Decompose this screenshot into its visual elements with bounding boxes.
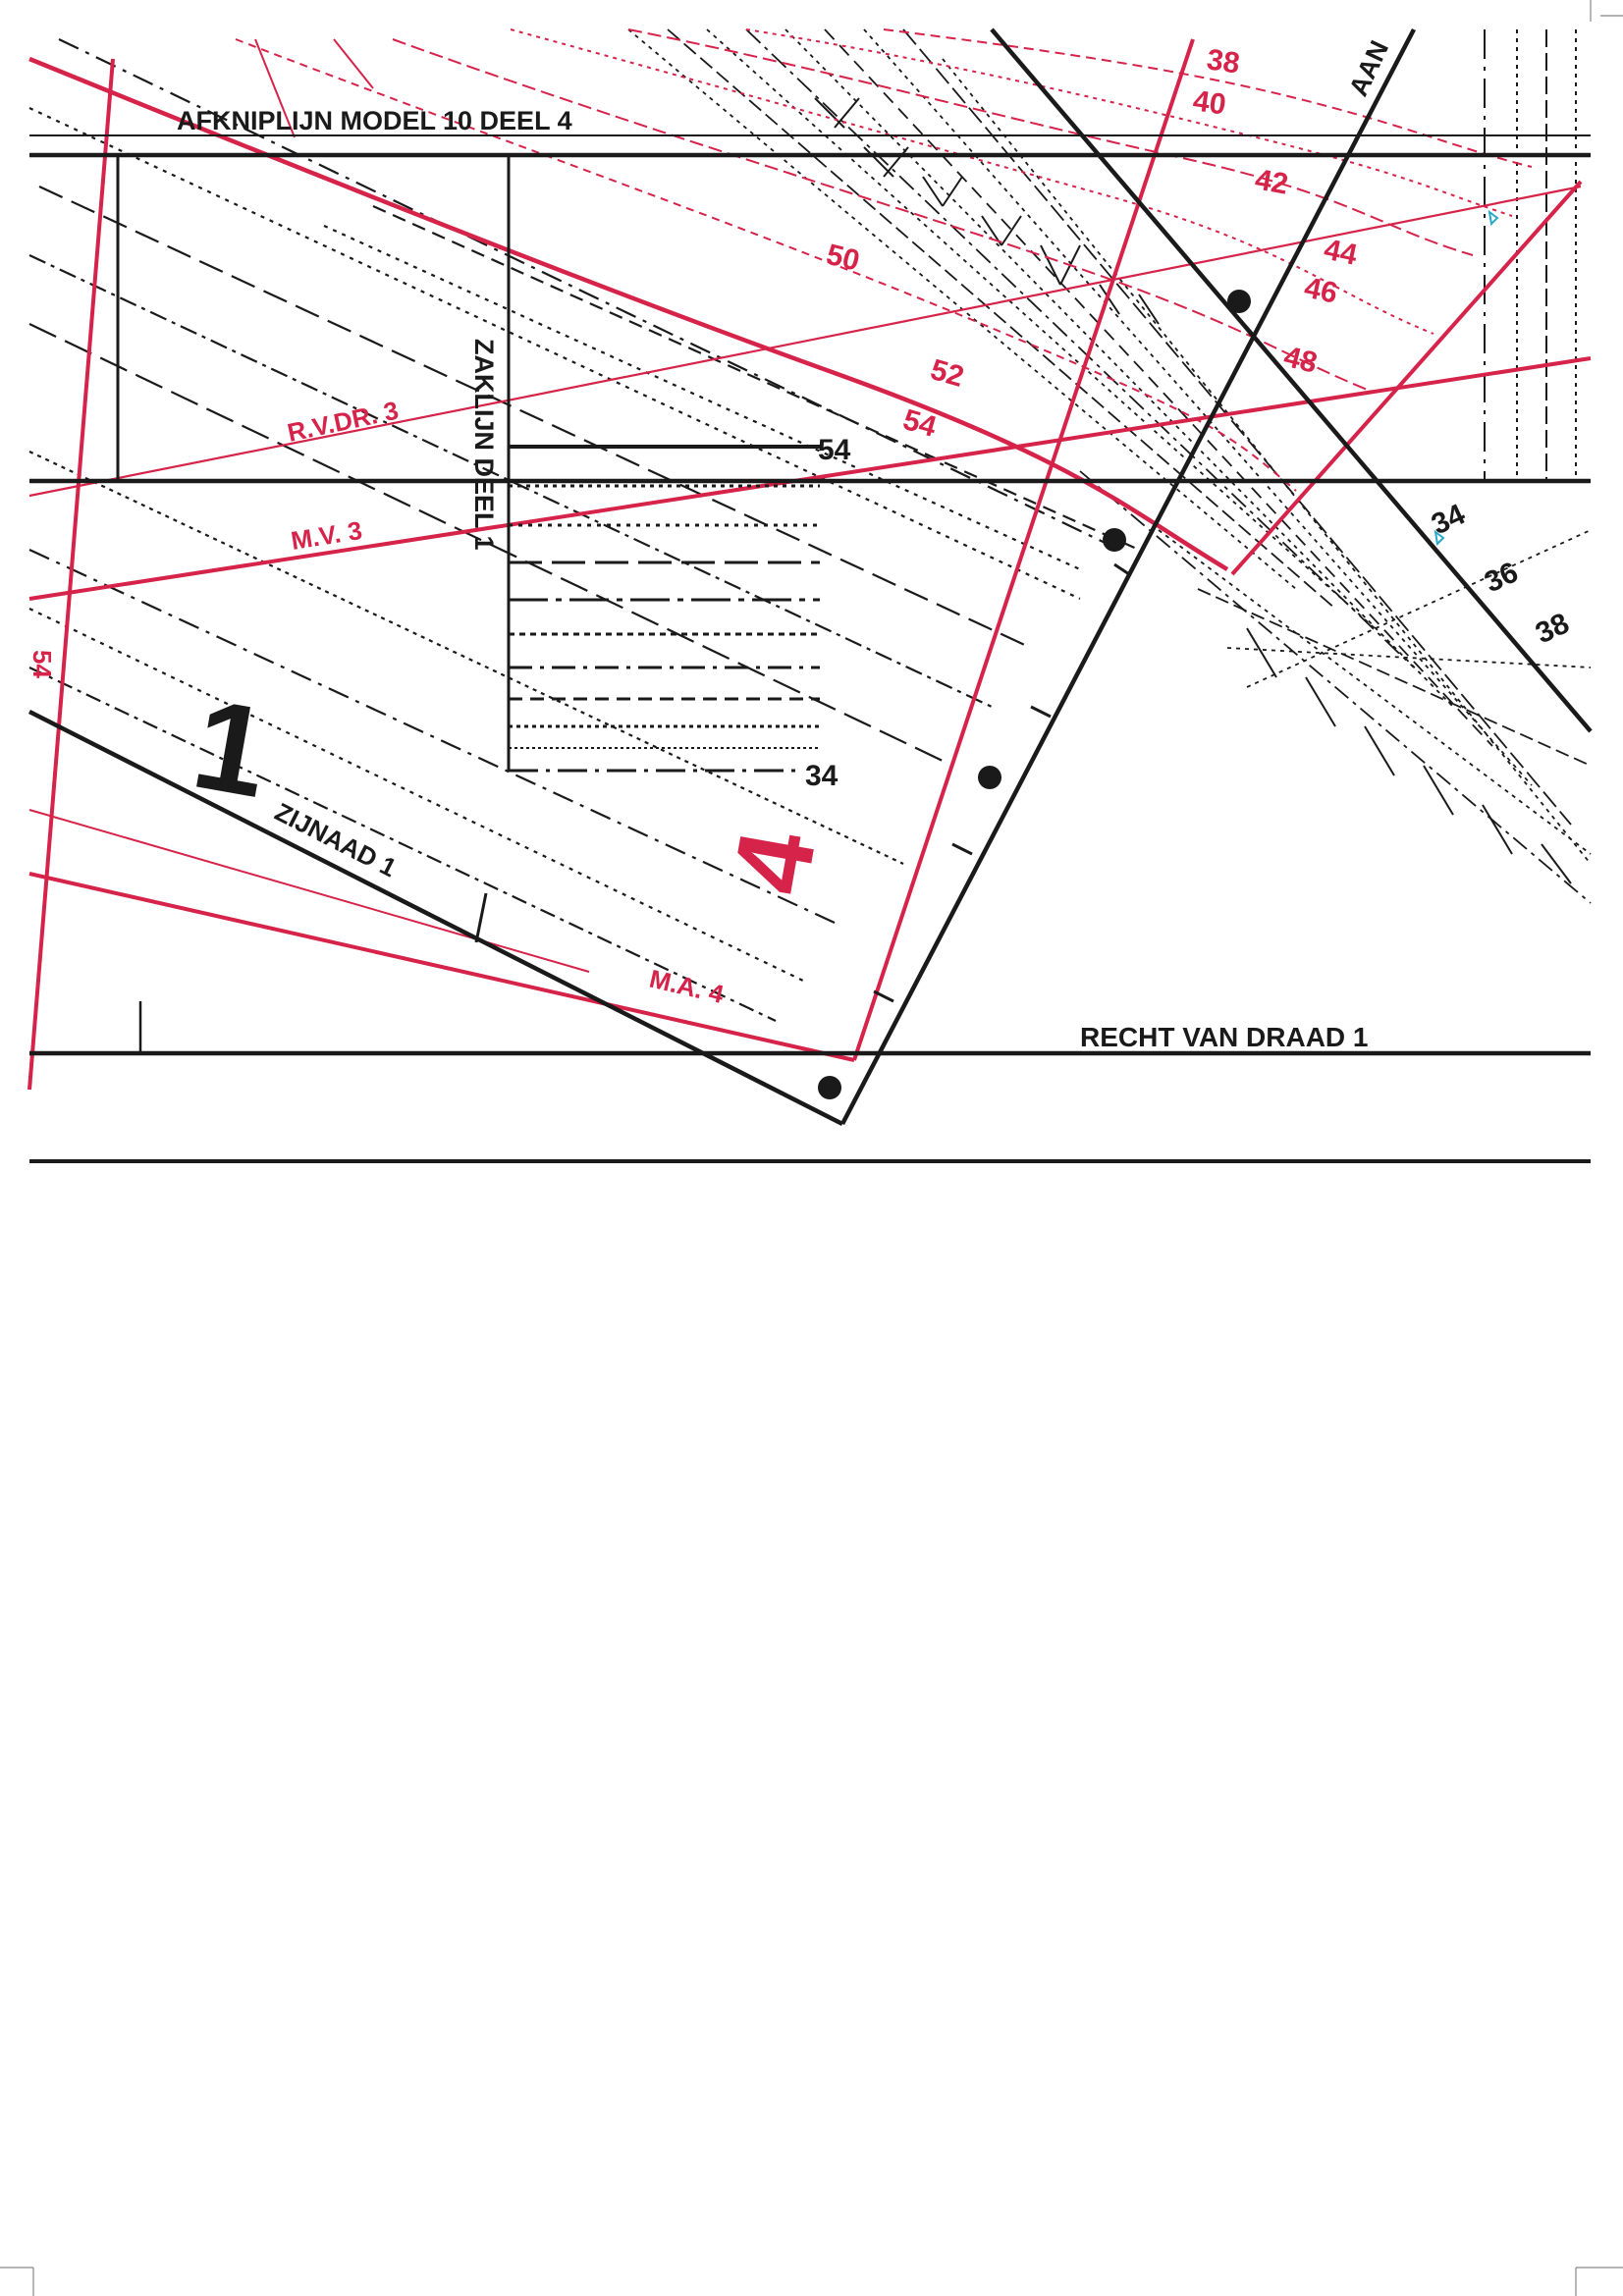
right-vertical-lines xyxy=(1485,29,1576,481)
labels xyxy=(27,36,1574,1052)
legend-size-bottom: 34 xyxy=(805,760,839,792)
notch-dot xyxy=(1227,290,1251,313)
rvdr-label: R.V.DR. 3 xyxy=(285,395,402,448)
black-size-38: 38 xyxy=(1531,607,1575,651)
zaklijn-label: ZAKLIJN DEEL 1 xyxy=(469,339,499,551)
red-size-48: 48 xyxy=(1280,340,1321,380)
recht-van-draad-label: RECHT VAN DRAAD 1 xyxy=(1080,1022,1369,1052)
size-legend xyxy=(509,157,820,771)
black-size-36: 36 xyxy=(1480,556,1524,600)
black-main-lines xyxy=(29,29,1591,1161)
red-size-54: 54 xyxy=(899,403,941,444)
red-size-left-edge: 54 xyxy=(27,650,57,678)
red-size-38: 38 xyxy=(1205,43,1242,80)
ma-label: M.A. 4 xyxy=(646,963,728,1010)
red-size-40: 40 xyxy=(1191,84,1228,122)
red-pattern-lines xyxy=(29,29,1591,1090)
red-size-44: 44 xyxy=(1321,233,1361,272)
legend-size-top: 54 xyxy=(818,434,851,466)
mv-label: M.V. 3 xyxy=(289,514,364,556)
red-size-50: 50 xyxy=(823,238,863,278)
notch-dot xyxy=(1103,528,1126,552)
red-size-42: 42 xyxy=(1252,163,1291,201)
afkniplijn-label: AFKNIPLIJN MODEL 10 DEEL 4 xyxy=(177,106,572,135)
zijnaad-label: ZIJNAAD 1 xyxy=(270,796,402,883)
red-size-46: 46 xyxy=(1301,271,1341,310)
bundle-cross-ticks xyxy=(815,98,1571,883)
aan-label: AAN xyxy=(1343,35,1395,101)
notch-dot xyxy=(978,766,1001,789)
black-size-34: 34 xyxy=(1427,498,1471,542)
red-size-52: 52 xyxy=(927,353,968,394)
piece-number-4: 4 xyxy=(709,822,839,903)
notch-dot xyxy=(818,1076,841,1099)
piece-number-1: 1 xyxy=(184,670,279,826)
